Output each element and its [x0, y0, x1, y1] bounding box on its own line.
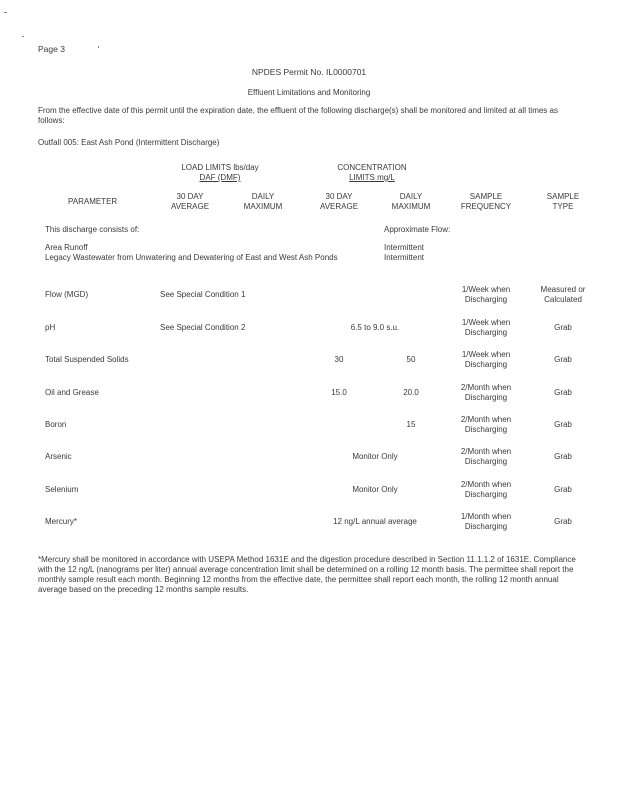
col-frequency [446, 192, 526, 212]
section-title: Effluent Limitations and Monitoring [247, 88, 371, 97]
type-cell-l1: Measured or [540, 285, 586, 294]
col-load-avg-l1: 30 DAY [176, 192, 204, 201]
scan-speck [22, 36, 24, 37]
param-cell: Selenium [45, 485, 79, 494]
param-cell: Mercury* [45, 517, 78, 526]
col-type [528, 192, 598, 212]
mercury-footnote: *Mercury shall be monitored in accordance with USEPA Method 1631E and the digestion procedure described in Section 11.1.1.2 of 1631E. Compliance with the 12 ng/L (nanograms per liter) annual average concentration limit shall be determined on a rolling 12 month basis. The permittee shall report the monthly sample result each month. Beginning 12 months from the effective date, the permittee shall report each month, the rolling 12 month annual average based on the preceding 12 months sample results. [38, 555, 576, 594]
source-flow: Intermittent [384, 243, 425, 252]
source-flow: Intermittent [384, 253, 425, 262]
param-cell: Total Suspended Solids [45, 355, 129, 364]
freq-cell-l1: 2/Month when [460, 415, 512, 424]
outfall-label: Outfall 005: East Ash Pond (Intermittent Discharge) [38, 138, 220, 147]
conc-max-cell: 15 [406, 420, 416, 429]
param-cell: Oil and Grease [45, 388, 99, 397]
conc-max-cell: 20.0 [403, 388, 419, 397]
load-limits-sub: DAF (DMF) [199, 173, 241, 182]
source-item: Legacy Wastewater from Unwatering and Dewatering of East and West Ash Ponds [45, 253, 338, 262]
col-conc-avg [304, 192, 374, 212]
freq-cell-l2: Discharging [464, 490, 508, 499]
freq-cell-l1: 1/Month when [460, 512, 512, 521]
scan-speck [98, 46, 99, 48]
freq-cell-l1: 2/Month when [460, 480, 512, 489]
col-load-max [228, 192, 298, 212]
col-frequency-l1: SAMPLE [469, 192, 503, 201]
col-load-avg [155, 192, 225, 212]
col-conc-max-l1: DAILY [399, 192, 423, 201]
param-cell: Boron [45, 420, 67, 429]
param-cell: Arsenic [45, 452, 72, 461]
conc-span-cell: 6.5 to 9.0 s.u. [350, 323, 400, 332]
col-load-avg-l2: AVERAGE [170, 202, 210, 211]
type-cell-l1: Grab [554, 452, 572, 461]
col-parameter: PARAMETER [68, 197, 118, 206]
scan-speck [4, 12, 7, 13]
conc-avg-cell: 30 [334, 355, 344, 364]
col-type-l2: TYPE [552, 202, 574, 211]
freq-cell-l2: Discharging [464, 457, 508, 466]
freq-cell-l1: 1/Week when [461, 318, 511, 327]
freq-cell-l1: 1/Week when [461, 285, 511, 294]
freq-cell-l1: 2/Month when [460, 383, 512, 392]
freq-cell-l1: 2/Month when [460, 447, 512, 456]
freq-cell-l2: Discharging [464, 328, 508, 337]
param-cell: Flow (MGD) [45, 290, 89, 299]
type-cell-l1: Grab [554, 323, 572, 332]
freq-cell-l2: Discharging [464, 360, 508, 369]
col-load-max-l1: DAILY [251, 192, 275, 201]
col-load-max-l2: MAXIMUM [243, 202, 283, 211]
conc-max-cell: 50 [406, 355, 416, 364]
col-conc-max [376, 192, 446, 212]
conc-span-cell: 12 ng/L annual average [333, 517, 417, 526]
param-cell: pH [45, 323, 56, 332]
type-cell-l2: Calculated [544, 295, 582, 304]
conc-avg-cell: 15.0 [331, 388, 347, 397]
source-item: Area Runoff [45, 243, 88, 252]
col-conc-avg-l2: AVERAGE [319, 202, 359, 211]
col-type-l1: SAMPLE [546, 192, 580, 201]
conc-span-cell: Monitor Only [352, 485, 398, 494]
col-frequency-l2: FREQUENCY [460, 202, 512, 211]
type-cell-l1: Grab [554, 420, 572, 429]
type-cell-l1: Grab [554, 355, 572, 364]
freq-cell-l2: Discharging [464, 393, 508, 402]
intro-paragraph: From the effective date of this permit until the expiration date, the effluent of the following discharge(s) shall be monitored and limited at all times as follows: [38, 106, 558, 125]
col-conc-avg-l1: 30 DAY [325, 192, 353, 201]
permit-number: NPDES Permit No. IL0000701 [251, 67, 367, 77]
load-limits-header: LOAD LIMITS lbs/day [181, 163, 259, 172]
concentration-header: CONCENTRATION [337, 163, 407, 172]
type-cell-l1: Grab [554, 517, 572, 526]
load-cell: See Special Condition 1 [160, 290, 246, 299]
approx-flow-label: Approximate Flow: [384, 225, 451, 234]
type-cell-l1: Grab [554, 485, 572, 494]
page-label: Page 3 [38, 44, 65, 54]
concentration-sub: LIMITS mg/L [349, 173, 395, 182]
freq-cell-l1: 1/Week when [461, 350, 511, 359]
freq-cell-l2: Discharging [464, 425, 508, 434]
load-cell: See Special Condition 2 [160, 323, 246, 332]
freq-cell-l2: Discharging [464, 295, 508, 304]
col-conc-max-l2: MAXIMUM [391, 202, 431, 211]
conc-span-cell: Monitor Only [352, 452, 398, 461]
type-cell-l1: Grab [554, 388, 572, 397]
freq-cell-l2: Discharging [464, 522, 508, 531]
consists-label: This discharge consists of: [45, 225, 140, 234]
